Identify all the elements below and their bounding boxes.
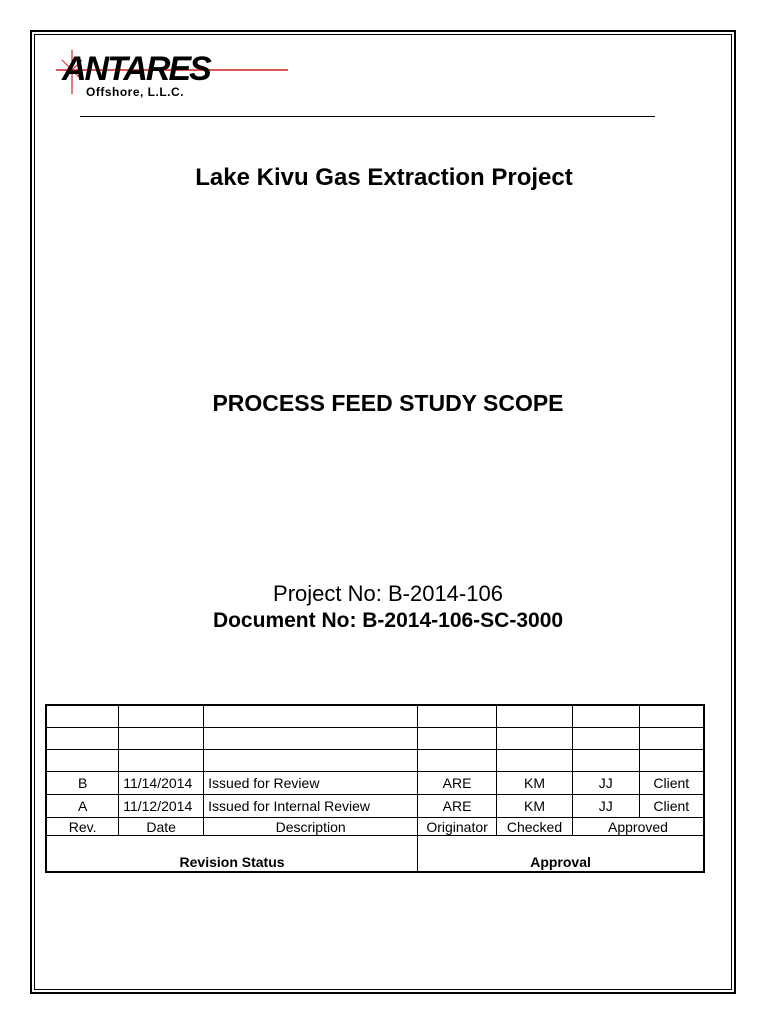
originator-cell: ARE: [418, 772, 497, 795]
table-row-empty: [46, 728, 704, 750]
approved-cell: Client: [639, 772, 704, 795]
header-description: Description: [204, 818, 418, 836]
table-row-empty: [46, 750, 704, 772]
document-title: PROCESS FEED STUDY SCOPE: [212, 390, 564, 416]
header-date: Date: [119, 818, 204, 836]
antares-logo: [52, 46, 292, 102]
table-row-empty: [46, 705, 704, 728]
revision-status-label: Revision Status: [46, 836, 418, 873]
header-originator: Originator: [418, 818, 497, 836]
approved-cell: JJ: [572, 795, 639, 818]
project-title: Lake Kivu Gas Extraction Project: [195, 164, 573, 191]
table-row: [46, 772, 704, 795]
logo-subtitle: Offshore, L.L.C.: [86, 85, 184, 99]
date-cell: 11/12/2014: [119, 795, 204, 818]
project-number: Project No: B-2014-106: [273, 581, 503, 606]
approved-cell: Client: [639, 795, 704, 818]
checked-cell: KM: [497, 772, 573, 795]
approved-cell: JJ: [572, 772, 639, 795]
rev-cell: B: [46, 772, 119, 795]
header-approved: Approved: [572, 818, 704, 836]
table-footer-row: [46, 836, 704, 873]
header-rule: [80, 116, 655, 117]
header-rev: Rev.: [46, 818, 119, 836]
document-number: Document No: B-2014-106-SC-3000: [212, 609, 564, 632]
originator-cell: ARE: [418, 795, 497, 818]
approval-label: Approval: [418, 836, 704, 873]
description-cell: Issued for Internal Review: [204, 795, 418, 818]
table-row: [46, 795, 704, 818]
date-cell: 11/14/2014: [119, 772, 204, 795]
logo-name: ANTARES: [62, 50, 210, 88]
checked-cell: KM: [497, 795, 573, 818]
rev-cell: A: [46, 795, 119, 818]
header-checked: Checked: [497, 818, 573, 836]
revision-table: [45, 704, 705, 873]
description-cell: Issued for Review: [204, 772, 418, 795]
table-header-row: [46, 818, 704, 836]
